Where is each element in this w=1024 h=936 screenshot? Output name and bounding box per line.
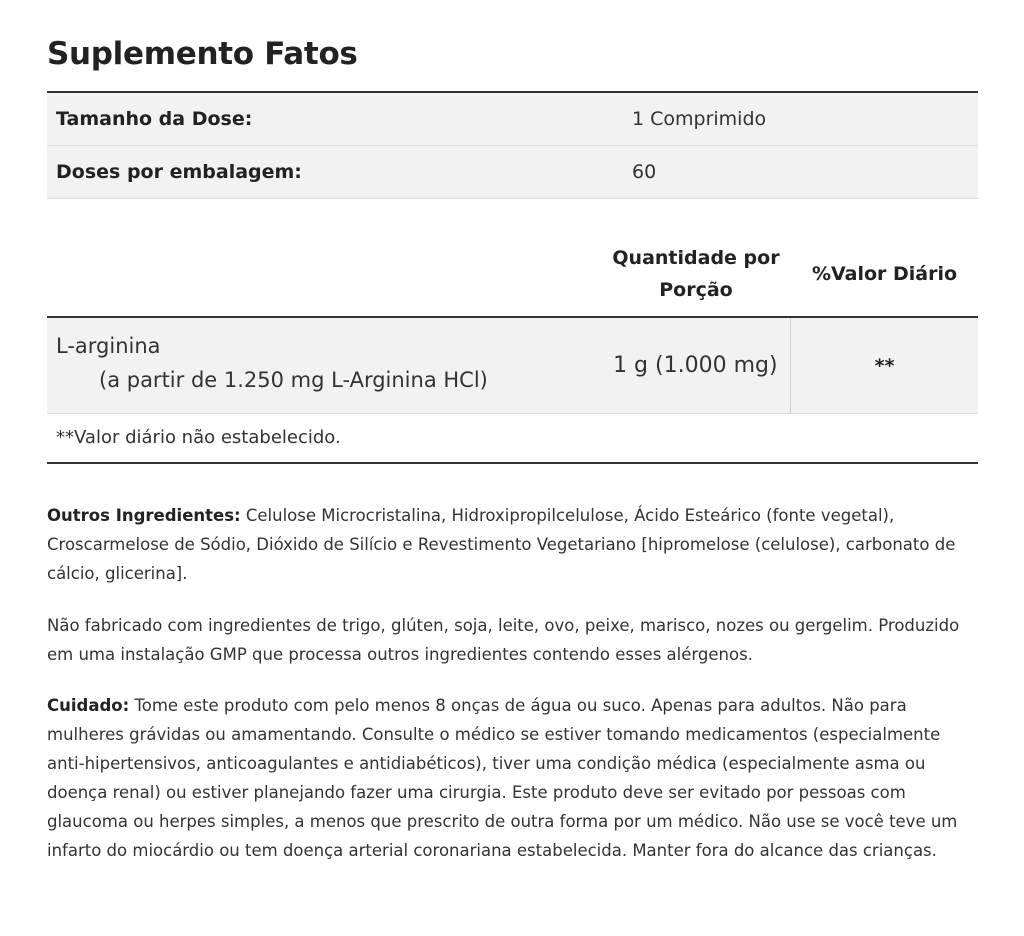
servings-per-container-label: Doses por embalagem: — [56, 161, 302, 183]
servings-per-container-value: 60 — [632, 161, 657, 183]
serving-size-row — [47, 93, 978, 146]
daily-value-footnote: **Valor diário não estabelecido. — [47, 412, 978, 464]
ingredient-amount: 1 g (1.000 mg) — [613, 353, 778, 378]
nutrient-table-header — [47, 232, 978, 316]
ingredient-daily-value: ** — [790, 318, 978, 413]
ingredient-name: L-arginina — [56, 334, 161, 358]
daily-value-header: %Valor Diário — [811, 263, 958, 285]
table-row — [47, 316, 978, 414]
caution-text: Tome este produto com pelo menos 8 onças de água ou suco. Apenas para adultos. Não para mulheres grávidas ou amamentando. Consulte o médico se estiver tomando medicamentos (especialmente anti-hipertensivos, anticoagulantes e antidiabéticos), tiver uma condição médica (especialmente asma ou doença renal) ou estiver planejando fazer uma cirurgia. Este produto deve ser evitado por pessoas com glaucoma ou herpes simples, a menos que prescrito de outra forma por um médico. Não use se você teve um infarto do miocárdio ou tem doença arterial coronariana estabelecida. Manter fora do alcance das crianças. — [47, 696, 958, 860]
ingredient-source: (a partir de 1.250 mg L-Arginina HCl) — [99, 368, 488, 392]
other-ingredients-text: Celulose Microcristalina, Hidroxipropilcelulose, Ácido Esteárico (fonte vegetal), Croscarmelose de Sódio, Dióxido de Silício e Revestimento Vegetariano [hipromelose (celulose), carbonato de cálcio, glicerina]. — [47, 506, 956, 583]
caution-label: Cuidado: — [47, 696, 130, 715]
serving-info — [47, 91, 978, 199]
amount-header-line1: Quantidade por — [612, 247, 780, 269]
allergen-paragraph: Não fabricado com ingredientes de trigo, glúten, soja, leite, ovo, peixe, marisco, nozes ou gergelim. Produzido em uma instalação GMP que processa outros ingredientes contendo esses alérgenos. — [47, 616, 960, 664]
serving-size-value: 1 Comprimido — [632, 108, 767, 130]
ingredient-name-cell — [47, 318, 600, 413]
amount-header-line2: Porção — [659, 279, 733, 301]
other-ingredients-label: Outros Ingredientes: — [47, 506, 241, 525]
servings-per-container-row — [47, 146, 978, 199]
amount-per-serving-header — [601, 242, 791, 306]
caution-paragraph — [47, 691, 978, 865]
other-ingredients-paragraph — [47, 501, 978, 588]
page-title: Suplemento Fatos — [47, 36, 358, 72]
serving-size-label: Tamanho da Dose: — [56, 108, 253, 130]
